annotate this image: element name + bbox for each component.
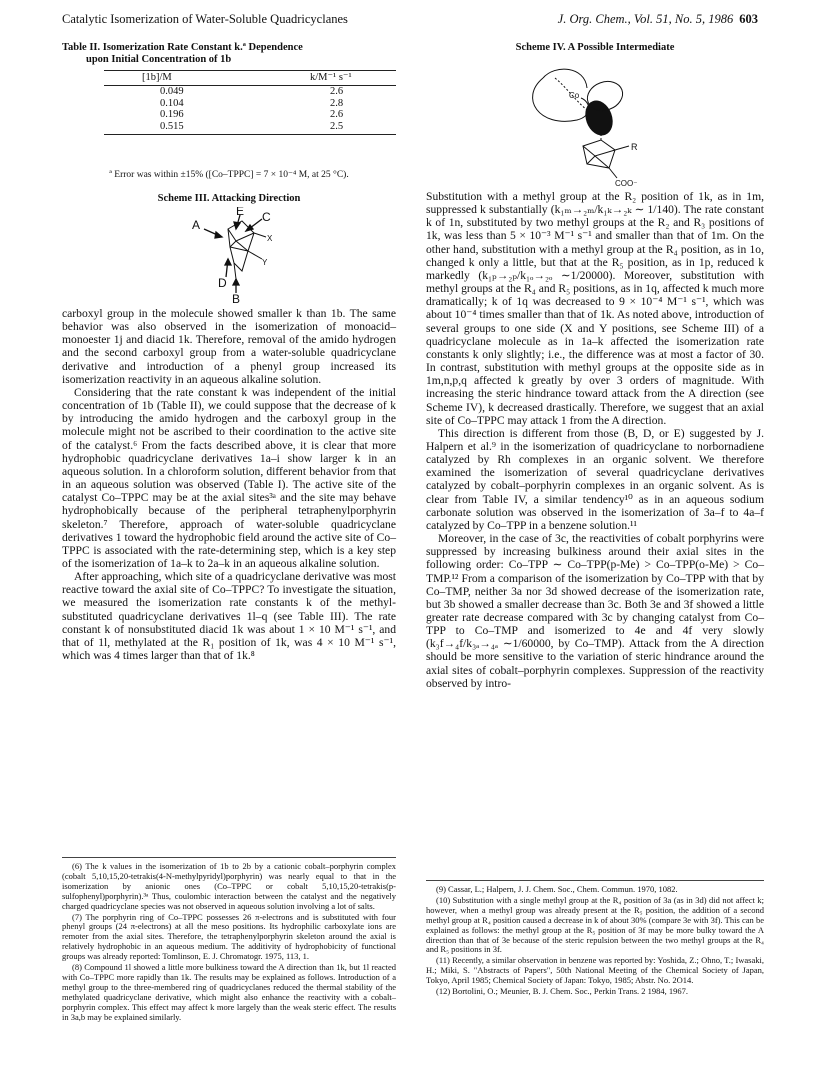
label-e: E [236, 207, 245, 218]
label-coo: COO⁻ [615, 179, 638, 188]
column-header-conc: [1b]/M [104, 71, 290, 86]
cell-k: 2.5 [290, 121, 396, 135]
footnote-12: (12) Bortolini, O.; Meunier, B. J. Chem. Soc., Perkin Trans. 2 1984, 1967. [436, 986, 689, 997]
journal-citation [558, 12, 758, 27]
cell-conc: 0.196 [160, 109, 184, 120]
journal-name: J. Org. Chem., Vol. 51, No. 5, 1986 [557, 12, 734, 26]
cell-conc: 0.515 [104, 121, 290, 135]
paragraph: Substitution with a methyl group at the R₂ position of 1k, as in 1m, suppressed k substantially (k₁ₘ→₂ₘ/k₁ₖ→₂ₖ ∼ 1/140). The rate constant k of 1n, substituted by two methyl groups at the R₂ and R₃ positions of 1k, was less than 5 × 10⁻³ M⁻¹ s⁻¹ and smaller than that of 1m. On the other hand, substitution with a methyl group at the R₄ position, as in 1o, changed k only a little, but that at the R₅ position, as in 1p, reduced k markedly (k₁ₚ→₂ₚ/k₁ₒ→₂ₒ ∼1/20000). Moreover, substitution with methyl groups at the R₄ and R₅ positions, as in 1q, affected k much more dramatically; k of 1q was decreased to 9 × 10⁻⁴ M⁻¹ s⁻¹, which was about 10⁻⁴ times smaller than that of 1k. As noted above, introduction of several groups to one side (X and Y positions, see Scheme III) of a quadricyclane molecule as in 1a–k affected the isomerization rate constants k only slightly; i.e., the difference was at most a factor of 30. In contrast, substitution with methyl groups at the opposite side as in 1m,n,p,q affected k greatly by over 3 orders of magnitude. With increasing the steric hindrance toward attack from the A direction (see Scheme IV), k decreased drastically. Therefore, we suggest that an axial site of Co–TPPC may attack 1 from the A direction. [426, 190, 764, 427]
scheme-iii-title: Scheme III. Attacking Direction [157, 193, 301, 204]
label-y: Y [262, 258, 268, 267]
table-row [104, 98, 396, 110]
table-ii-footnote: ª Error was within ±15% ([Co–TPPC] = 7 × 10⁻⁴ M, at 25 °C). [109, 170, 349, 180]
running-title: Catalytic Isomerization of Water-Soluble Quadricyclanes [62, 12, 348, 26]
scheme-iii-figure [170, 207, 300, 303]
page-number: 603 [739, 12, 758, 26]
left-column-body [62, 307, 396, 662]
footnote-8: (8) Compound 1l showed a little more bulkiness toward the A direction than 1k, but 1l reacted with Co–TPPC more rapidly than 1k. The results may be explained as follows. Introduction of a methyl group to the three-membered ring of quadricyclanes reduced the thermal stability of the methylated quadricyclane derivative, which might also enhance the reactivity with a cobalt–porphyrin complex. This effect may affect k more largely than the weak steric effect. The results in 3a,b may be explained similarly. [62, 962, 396, 1022]
label-d: D [218, 276, 227, 290]
label-b: B [232, 292, 241, 303]
column-header-k: k/M⁻¹ s⁻¹ [290, 71, 396, 86]
label-a: A [192, 218, 201, 232]
label-c: C [262, 210, 271, 224]
left-footnotes [62, 857, 396, 1024]
footnote-9: (9) Cassar, L.; Halpern, J. J. Chem. Soc., Chem. Commun. 1970, 1082. [436, 884, 678, 894]
paragraph: carboxyl group in the molecule showed smaller k than 1b. The same behavior was also observed in the isomerization of monoacid–monoester 1j and diacid 1k. Therefore, removal of the amido hydrogen and the second carboxyl group from a water-soluble quadricyclane derivative and introduction of a phenyl group increased its isomerization reactivity in an aqueous alkaline solution. [62, 307, 396, 386]
cell-k: 2.6 [330, 109, 344, 120]
scheme-iv-title: Scheme IV. A Possible Intermediate [515, 42, 675, 53]
right-column-body [426, 190, 764, 690]
footnote-7: (7) The porphyrin ring of Co–TPPC possesses 26 π-electrons and is substituted with four phenyl groups (24 π-electrons) at all the meso positions. Its hydrophilic carboxylate ions are remoter from the axial sites. Therefore, the tetraphenylporphyrin skeleton around the axial is relatively hydrophobic in an aqueous medium. The additivity of hydrophobicity of functional groups was already reported: Tomlinson, E. J. Chromatogr. 1975, 113, 1. [62, 911, 396, 962]
label-co: Co [569, 91, 580, 100]
table-row [104, 109, 396, 121]
paragraph: After approaching, which site of a quadricyclane derivative was most reactive toward the axial site of Co–TPPC? To investigate the situation, we measured the isomerization rate constants k of the methyl-substituted quadricyclane derivatives 1l–q (see Table III). The rate constant k of nonsubstituted diacid 1k was about 1 × 10 M⁻¹ s⁻¹, and that of 1l, methylated at the R₁ position of 1k, was 4 × 10 M⁻¹ s⁻¹, which was 4 times larger than that of 1k.⁸ [62, 570, 396, 663]
table-row [104, 86, 396, 98]
footnote-6: (6) The k values in the isomerization of 1b to 2b by a cationic cobalt–porphyrin complex (cobalt 5,10,15,20-tetrakis(4-N-methylpyridyl)porphyrin) was nearly equal to that in the isomerization by anionic ones (Co–TPPC or cobalt 5,10,15,20-tetrakis(p-sulfophenyl)porphyrin).³ᵃ Thus, coulombic interaction between the catalyst and the negatively charged quadricyclane species was not observed in aqueous solution involving a lot of salts. [62, 861, 396, 911]
table-ii-title-line1: Table II. Isomerization Rate Constant k.ª Dependence [62, 42, 303, 53]
cell-k: 2.8 [330, 97, 344, 109]
paragraph: Moreover, in the case of 3c, the reactivities of cobalt porphyrins were suppressed by increasing bulkiness around their axial sites in the following order: Co–TPP ∼ Co–TPP(p-Me) > Co–TPP(o-Me) > Co–TMP.¹² From a comparison of the isomerization by Co–TPP with that by Co–TMP, neither 3a nor 3d showed decrease of the isomerization rate, but 3b showed a smaller decrease than 3c. Both 3e and 3f showed a little greater rate decrease compared with 3c by changing catalyst from Co–TPP to Co–TMP and isomerized to 4e and 4f very slowly (k₃f→₄f/k₃ₐ→₄ₐ ∼1/60000, by Co–TMP). Attack from the A direction should be more sensitive to the variation of steric hindrance around the axial sites of cobalt–porphyrin complexes. Suppression of the reactivity observed by intro- [426, 532, 764, 690]
right-footnotes [426, 880, 764, 998]
table-header-row [104, 71, 396, 86]
running-header [62, 12, 758, 32]
cell-conc: 0.049 [160, 86, 184, 97]
paragraph: Considering that the rate constant k was independent of the initial concentration of 1b (Table II), we could suppose that the decrease of k by introducing the amido hydrogen and the carboxyl group in the molecule might not be ascribed to their coordination to the active site of the catalyst.⁶ From the facts described above, it is clear that more hydrophobic quadricyclane derivatives 1a–i show larger k in an aqueous solution. In a chloroform solution, different behavior from that in an aqueous solution was observed (Table I). The active site of the catalyst Co–TPPC may be at the axial sites³ᵃ and the site may behave hydrophobically because of the peripheral tetraphenylporphyrin skeleton.⁷ Therefore, approach of water-soluble quadricyclane derivatives 1 toward the hydrophobic field around the active site of Co–TPPC is associated with the rate-determining step, which is a key step of the isomerization of 1a–k to 2a–k in an aqueous alkaline solution. [62, 385, 396, 570]
table-ii-title-line2: upon Initial Concentration of 1b [86, 54, 232, 65]
footnote-11: (11) Recently, a similar observation in benzene was reported by: Yoshida, Z.; Ohno, T.; Iwasaki, H.; Miki, S. "Abstracts of Papers", 50th National Meeting of the Chemical Society of Japan, Tokyo, April 1985; Chemical Society of Japan: Tokyo, 1985; Abstr. No. 2O14. [426, 955, 764, 986]
label-r: R [631, 142, 638, 152]
paragraph: This direction is different from those (B, D, or E) suggested by J. Halpern et al.⁹ in the isomerization of quadricyclane to norbornadiene catalyzed by Rh complexes in an organic solvent. We therefore examined the isomerization of several quadricyclane derivatives catalyzed by cobalt–porphyrin complexes in an organic solvent. As is clear from Table IV, a similar tendency¹⁰ as in an aqueous sodium carbonate solution was observed in the isomerization of 3a–f to 4a–f catalyzed by Co–TPP in a benzene solution.¹¹ [426, 426, 764, 532]
table-ii [104, 70, 396, 135]
label-x: X [267, 234, 273, 243]
table-row [104, 121, 396, 135]
scheme-iv-figure [515, 58, 675, 188]
footnote-10: (10) Substitution with a single methyl group at the R₄ position of 3a (as in 3d) did not affect k; however, when a methyl group was already present at the R₅ position, the addition of a second methyl group at R₄ position caused a decrease in k of about 30% (compare 3e with 3f). This can be explained as follows: the methyl group at the R₅ position of 3f may be more bulky toward the A direction than that of 3e because of the steric repulsion between the two methyl groups at the R₄ and R₅ positions in 3f. [426, 894, 764, 955]
cell-conc: 0.104 [160, 97, 184, 109]
cell-k: 2.6 [330, 86, 344, 97]
table-ii-title [62, 42, 396, 66]
